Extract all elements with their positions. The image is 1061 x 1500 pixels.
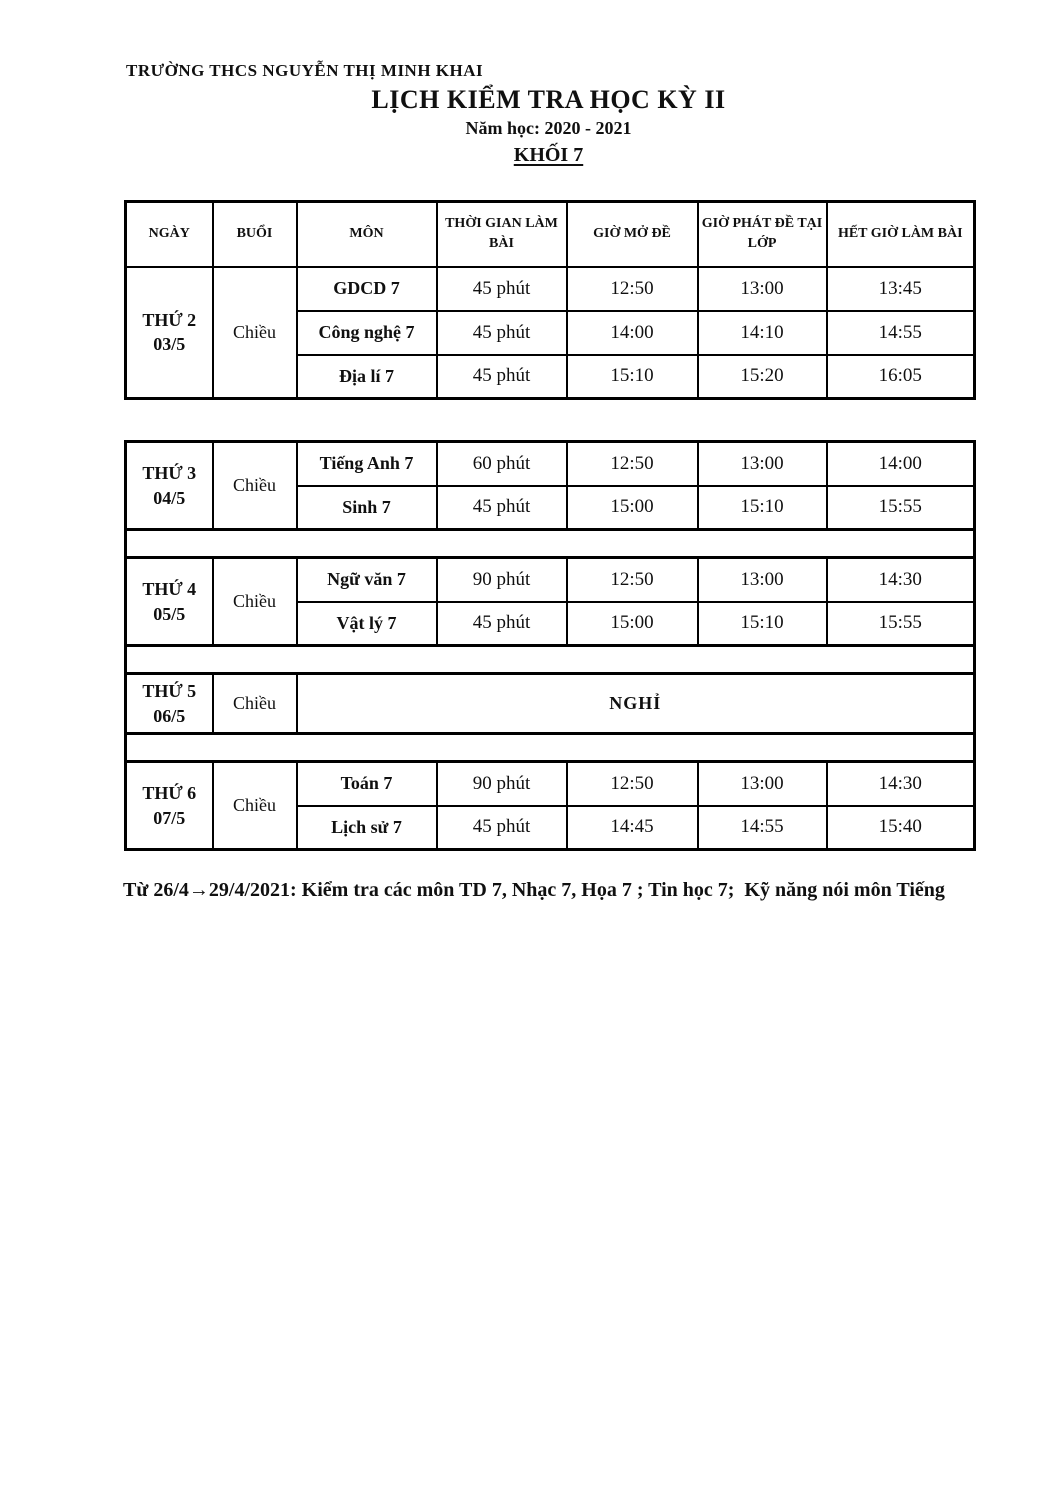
spacer-row bbox=[126, 646, 975, 674]
end-time-cell: 16:05 bbox=[827, 355, 975, 399]
session-cell: Chiều bbox=[213, 442, 297, 530]
end-time-cell: 15:40 bbox=[827, 806, 975, 850]
day-label: THỨ 5 bbox=[142, 681, 197, 702]
duration-cell: 90 phút bbox=[437, 762, 567, 806]
schedule-table-body bbox=[126, 202, 975, 399]
schedule-table-body bbox=[126, 442, 975, 850]
open-time-cell: 12:50 bbox=[567, 558, 698, 602]
end-time-cell: 15:55 bbox=[827, 602, 975, 646]
spacer-cell bbox=[126, 734, 975, 762]
subject-cell: Toán 7 bbox=[297, 762, 437, 806]
open-time-cell: 15:10 bbox=[567, 355, 698, 399]
day-cell bbox=[126, 267, 213, 399]
col-header-session: BUỔI bbox=[213, 202, 297, 267]
col-header-duration: THỜI GIAN LÀM BÀI bbox=[437, 202, 567, 267]
handout-time-cell: 15:10 bbox=[698, 602, 827, 646]
subject-cell: Địa lí 7 bbox=[297, 355, 437, 399]
handout-time-cell: 14:10 bbox=[698, 311, 827, 355]
duration-cell: 45 phút bbox=[437, 806, 567, 850]
date-label: 05/5 bbox=[153, 603, 186, 624]
subject-cell: Công nghệ 7 bbox=[297, 311, 437, 355]
end-time-cell: 13:45 bbox=[827, 267, 975, 311]
handout-time-cell: 13:00 bbox=[698, 442, 827, 486]
session-cell: Chiều bbox=[213, 762, 297, 850]
end-time-cell: 14:00 bbox=[827, 442, 975, 486]
duration-cell: 45 phút bbox=[437, 311, 567, 355]
grade-heading: KHỐI 7 bbox=[513, 144, 584, 166]
col-header-day: NGÀY bbox=[126, 202, 213, 267]
subject-cell: Sinh 7 bbox=[297, 486, 437, 530]
duration-cell: 45 phút bbox=[437, 355, 567, 399]
handout-time-cell: 14:55 bbox=[698, 806, 827, 850]
table-row bbox=[126, 558, 975, 602]
spacer-cell bbox=[126, 530, 975, 558]
subject-cell: Tiếng Anh 7 bbox=[297, 442, 437, 486]
duration-cell: 45 phút bbox=[437, 267, 567, 311]
handout-time-cell: 13:00 bbox=[698, 762, 827, 806]
date-label: 04/5 bbox=[153, 487, 186, 508]
day-cell bbox=[126, 558, 213, 646]
day-cell bbox=[126, 674, 213, 734]
subject-cell: Vật lý 7 bbox=[297, 602, 437, 646]
duration-cell: 90 phút bbox=[437, 558, 567, 602]
table-row-holiday bbox=[126, 674, 975, 734]
end-time-cell: 15:55 bbox=[827, 486, 975, 530]
document-title: LỊCH KIỂM TRA HỌC KỲ II bbox=[371, 85, 726, 114]
end-time-cell: 14:30 bbox=[827, 762, 975, 806]
day-cell bbox=[126, 762, 213, 850]
col-header-open-time: GIỜ MỞ ĐỀ bbox=[567, 202, 698, 267]
duration-cell: 45 phút bbox=[437, 602, 567, 646]
session-cell: Chiều bbox=[213, 558, 297, 646]
duration-cell: 60 phút bbox=[437, 442, 567, 486]
col-header-end-time: HẾT GIỜ LÀM BÀI bbox=[827, 202, 975, 267]
col-header-subject: MÔN bbox=[297, 202, 437, 267]
handout-time-cell: 13:00 bbox=[698, 267, 827, 311]
day-cell bbox=[126, 442, 213, 530]
col-header-handout-time: GIỜ PHÁT ĐỀ TẠI LỚP bbox=[698, 202, 827, 267]
open-time-cell: 12:50 bbox=[567, 267, 698, 311]
date-label: 06/5 bbox=[153, 705, 186, 726]
day-label: THỨ 3 bbox=[142, 463, 197, 484]
handout-time-cell: 15:20 bbox=[698, 355, 827, 399]
handout-time-cell: 15:10 bbox=[698, 486, 827, 530]
subject-cell: GDCD 7 bbox=[297, 267, 437, 311]
footer-note: Từ 26/4→29/4/2021: Kiểm tra các môn TD 7, Nhạc 7, Họa 7 ; Tin học 7; Kỹ năng nói môn Tiếng bbox=[123, 879, 945, 901]
spacer-cell bbox=[126, 646, 975, 674]
schedule-table-block-2 bbox=[124, 440, 976, 851]
date-label: 07/5 bbox=[153, 807, 186, 828]
open-time-cell: 12:50 bbox=[567, 442, 698, 486]
school-name: TRƯỜNG THCS NGUYỄN THỊ MINH KHAI bbox=[126, 61, 484, 80]
end-time-cell: 14:30 bbox=[827, 558, 975, 602]
date-label: 03/5 bbox=[153, 334, 186, 355]
open-time-cell: 14:00 bbox=[567, 311, 698, 355]
holiday-cell: NGHỈ bbox=[297, 674, 975, 734]
subject-cell: Lịch sử 7 bbox=[297, 806, 437, 850]
table-row bbox=[126, 442, 975, 486]
header-row bbox=[126, 202, 975, 267]
session-cell: Chiều bbox=[213, 674, 297, 734]
table-row bbox=[126, 762, 975, 806]
day-label: THỨ 2 bbox=[142, 309, 197, 330]
spacer-row bbox=[126, 530, 975, 558]
day-label: THỨ 4 bbox=[142, 579, 197, 600]
table-row bbox=[126, 267, 975, 311]
day-label: THỨ 6 bbox=[142, 783, 197, 804]
spacer-row bbox=[126, 734, 975, 762]
open-time-cell: 15:00 bbox=[567, 602, 698, 646]
schedule-table-block-1 bbox=[124, 200, 976, 400]
open-time-cell: 12:50 bbox=[567, 762, 698, 806]
open-time-cell: 14:45 bbox=[567, 806, 698, 850]
open-time-cell: 15:00 bbox=[567, 486, 698, 530]
duration-cell: 45 phút bbox=[437, 486, 567, 530]
subject-cell: Ngữ văn 7 bbox=[297, 558, 437, 602]
handout-time-cell: 13:00 bbox=[698, 558, 827, 602]
school-year: Năm học: 2020 - 2021 bbox=[465, 118, 632, 138]
end-time-cell: 14:55 bbox=[827, 311, 975, 355]
session-cell: Chiều bbox=[213, 267, 297, 399]
